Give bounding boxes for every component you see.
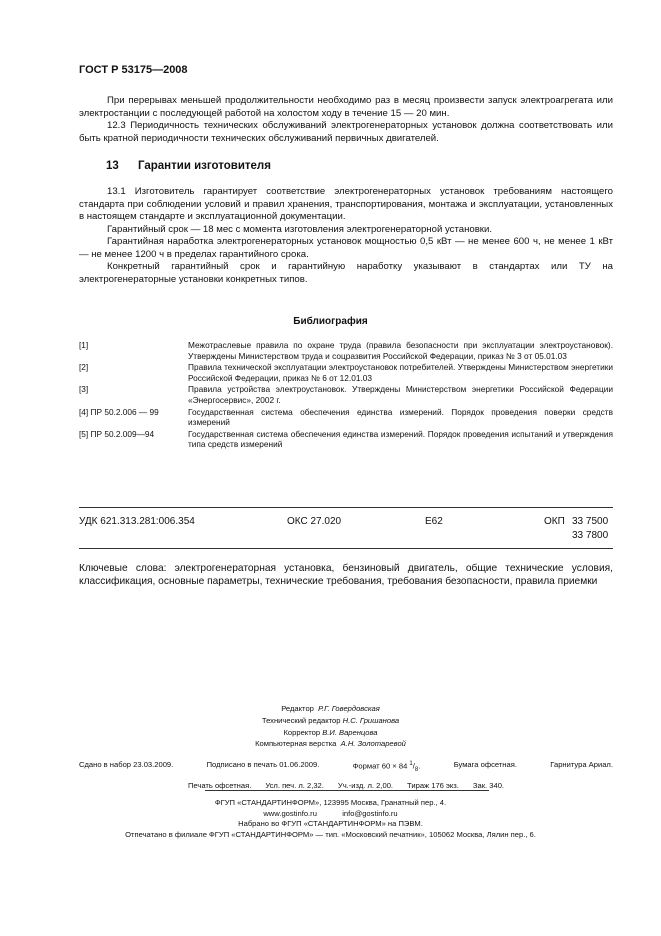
bibliography-list [79, 340, 613, 451]
section-heading [79, 160, 271, 172]
credits [0, 703, 661, 750]
font-info: Гарнитура Ариал. [550, 760, 613, 769]
bibliography-text: Правила устройства электроустановок. Утверждены Министерством энергетики Российской Федерации «Энергосервис», 2002 г. [188, 384, 613, 405]
publisher-info [0, 798, 661, 840]
print-sheets: Усл. печ. л. 2,32. [265, 781, 324, 791]
bibliography-ref: [2] [79, 362, 89, 373]
printing-type: Печать офсетная. [187, 781, 252, 791]
okp-code-2: 33 7800 [572, 530, 609, 541]
bibliography-item [79, 407, 613, 428]
paragraph: 12.3 Периодичность технических обслуживаний электрогенераторных установок должна соответствовать или быть кратной периодичности технических обслуживаний первичных двигателей. [79, 120, 613, 144]
paragraph: Гарантийная наработка электрогенераторных установок мощностью 0,5 кВт — не менее 600 ч, не менее 1 кВт — не менее 1200 ч в пределах гарантийного срока. [79, 236, 613, 260]
format-prefix: Формат 60 × 84 [352, 761, 408, 771]
credit-name: Н.С. Гришанова [342, 715, 400, 725]
bibliography-ref: [1] [79, 340, 89, 350]
credit-line [0, 703, 661, 715]
credit-name: В.И. Варенцова [322, 727, 378, 737]
bibliography-text: Межотраслевые правила по охране труда (правила безопасности при эксплуатации электроустановок). Утверждены Министерством труда и соцразвития Российской Федерации, приказ № 3 от 05.01.03 [188, 340, 613, 361]
copies: Тираж 176 экз. [407, 781, 459, 791]
credit-line [0, 738, 661, 750]
divider-bottom [205, 790, 489, 791]
standard-header: ГОСТ Р 53175—2008 [79, 64, 188, 76]
bibliography-title: Библиография [293, 316, 368, 327]
bibliography-ref: [4] ПР 50.2.006 — 99 [79, 406, 159, 417]
format-numerator: 1 [409, 761, 413, 767]
printed-info: Отпечатано в филиале ФГУП «СТАНДАРТИНФОРМ» — тип. «Московский печатник», 105062 Москва, Лялин пер., 6. [125, 829, 536, 839]
credit-role: Технический редактор [261, 715, 341, 725]
credit-name: Р.Г. Говердовская [318, 704, 380, 713]
section-paragraphs [79, 186, 613, 286]
e-code: E62 [425, 516, 443, 527]
bibliography-item [79, 384, 613, 405]
bibliography-text: Государственная система обеспечения единства измерений. Порядок проведения испытаний и утверждения типа средств измерений [188, 428, 613, 450]
section-title: Гарантии изготовителя [138, 160, 271, 172]
paper-type: Бумага офсетная. [453, 760, 517, 769]
bibliography-item [79, 340, 613, 361]
print-info [79, 757, 613, 793]
format-denominator: 8 [414, 767, 419, 774]
udk-code: УДК 621.313.281:006.354 [79, 516, 195, 527]
publisher-contacts [0, 809, 661, 820]
bibliography-item [79, 429, 613, 450]
credit-line [0, 727, 661, 739]
paragraph: Гарантийный срок — 18 мес с момента изготовления электрогенераторной установки. [107, 223, 493, 235]
oks-code: ОКС 27.020 [287, 516, 342, 527]
bibliography-text: Правила технической эксплуатации электроустановок потребителей. Утверждены Министерством энергетики Российской Федерации, приказ № 6 от 12.01.03 [188, 362, 613, 383]
bibliography-item [79, 362, 613, 383]
bibliography-text: Государственная система обеспечения единства измерений. Порядок проведения поверки средств измерений [188, 406, 613, 428]
typeset-info: Набрано во ФГУП «СТАНДАРТИНФОРМ» на ПЭВМ. [238, 819, 423, 828]
credit-name: А.Н. Золотаревой [340, 739, 406, 749]
credit-role: Компьютерная верстка [255, 739, 337, 749]
order-number: Зак. 340. [472, 781, 505, 791]
okp-code-1: 33 7500 [572, 516, 609, 527]
edition-sheets: Уч.-изд. л. 2,00. [337, 781, 394, 791]
divider-mid [79, 548, 613, 549]
publisher-email: info@gostinfo.ru [342, 808, 398, 818]
bibliography-ref: [3] [79, 384, 89, 395]
section-number: 13 [106, 160, 119, 172]
print-info-line [79, 757, 613, 778]
okp-label: ОКП [544, 516, 565, 527]
publisher-site: www.gostinfo.ru [263, 808, 317, 818]
divider-top [79, 507, 613, 508]
paragraph: При перерывах меньшей продолжительности необходимо раз в месяц произвести запуск электроагрегата или электростанции с последующей работой на холостом ходу в течение 15 — 20 мин. [79, 95, 613, 119]
submitted-date: Сдано в набор 23.03.2009. [79, 760, 174, 769]
paragraph: 13.1 Изготовитель гарантирует соответствие электрогенераторных установок требованиям настоящего стандарта при соблюдении условий и правил хранения, транспортирования, монтажа и эксплуатации, установленных в настоящем стандарте и эксплуатационной документации. [79, 186, 613, 222]
publisher-address: ФГУП «СТАНДАРТИНФОРМ», 123995 Москва, Гранатный пер., 4. [214, 798, 447, 807]
credit-role: Корректор [283, 727, 321, 737]
paper-format: Формат 60 × 84 $^1/_8$. [352, 761, 421, 774]
top-paragraphs [79, 95, 613, 145]
paragraph: Конкретный гарантийный срок и гарантийную наработку указывают в стандартах или ТУ на электрогенераторные установки конкретных типов. [79, 261, 613, 285]
signed-date: Подписано в печать 01.06.2009. [206, 760, 320, 769]
credit-role: Редактор [281, 704, 314, 713]
bibliography-ref: [5] ПР 50.2.009—94 [79, 428, 155, 439]
credit-line [0, 715, 661, 727]
keywords: Ключевые слова: электрогенераторная установка, бензиновый двигатель, общие технические условия, классификация, основные параметры, технические требования, требования безопасности, правила приемки [79, 563, 613, 587]
